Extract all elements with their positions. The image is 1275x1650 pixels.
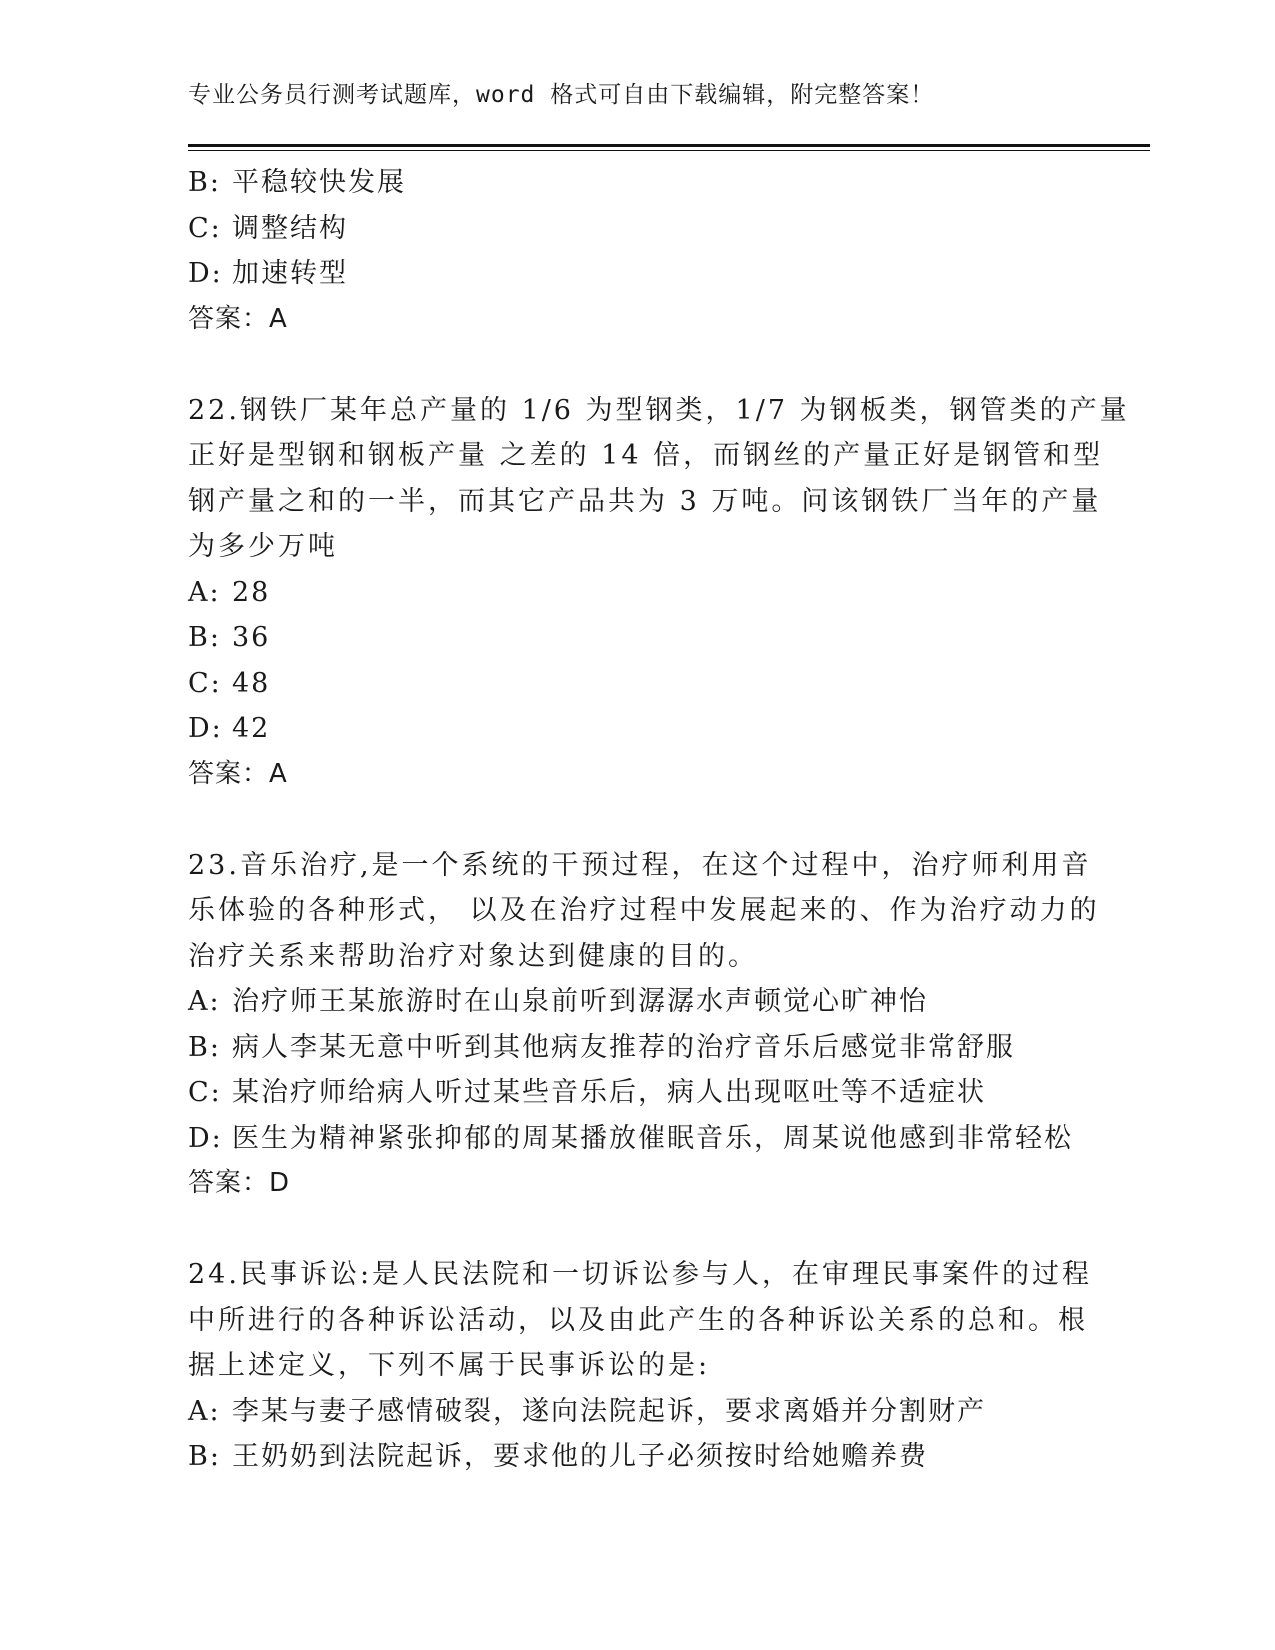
- option-key: A:: [188, 1395, 221, 1427]
- option-text: 调整结构: [232, 212, 348, 244]
- stem-line: 24.民事诉讼:是人民法院和一切诉讼参与人，在审理民事案件的过程: [188, 1259, 1093, 1290]
- option-c: [188, 206, 1088, 252]
- option-key: A:: [188, 576, 221, 608]
- option-c: [188, 661, 1088, 707]
- question-stem: [188, 388, 1130, 570]
- option-key: C:: [188, 1077, 222, 1108]
- stem-line: 23.音乐治疗,是一个系统的干预过程，在这个过程中，治疗师利用音: [188, 849, 1092, 881]
- question-stem: [188, 1252, 1093, 1389]
- answer-line: 答案：A: [188, 758, 288, 789]
- option-key: D:: [188, 1122, 223, 1154]
- option-b: [188, 160, 1088, 206]
- stem-line: 据上述定义，下列不属于民事诉讼的是:: [188, 1350, 711, 1381]
- document-body: [188, 160, 1130, 1480]
- answer-line: 答案：D: [188, 1168, 291, 1198]
- stem-line: 中所进行的各种诉讼活动，以及由此产生的各种诉讼关系的总和。根: [188, 1304, 1088, 1336]
- option-a: [188, 570, 1088, 616]
- option-b: [188, 615, 1088, 661]
- option-b: [188, 1434, 1088, 1480]
- option-a: [188, 1389, 1088, 1435]
- option-text: 平稳较快发展: [232, 167, 406, 198]
- answer-line: 答案：A: [188, 303, 288, 334]
- header-rule-thin: [188, 150, 1150, 151]
- option-a: [188, 979, 1088, 1025]
- option-key: D:: [188, 258, 223, 289]
- option-text: 42: [232, 713, 271, 744]
- option-text: 李某与妻子感情破裂，遂向法院起诉，要求离婚并分割财产: [232, 1395, 986, 1427]
- spacer: [188, 342, 1088, 388]
- question-block: [188, 388, 1130, 798]
- stem-line: 治疗关系来帮助治疗对象达到健康的目的。: [188, 940, 758, 972]
- stem-line: 为多少万吨: [188, 531, 338, 562]
- option-b: [188, 1025, 1088, 1071]
- option-d: [188, 251, 1088, 297]
- option-c: [188, 1070, 1088, 1116]
- page-header: 专业公务员行测考试题库，word 格式可自由下载编辑，附完整答案！: [188, 82, 935, 108]
- option-text: 医生为精神紧张抑郁的周某播放催眠音乐，周某说他感到非常轻松: [232, 1122, 1073, 1154]
- question-block: [188, 160, 1088, 342]
- option-text: 王奶奶到法院起诉，要求他的儿子必须按时给她赡养费: [232, 1441, 928, 1472]
- option-text: 28: [232, 576, 271, 608]
- question-block: [188, 843, 1100, 1207]
- question-block: [188, 1252, 1093, 1480]
- option-key: B:: [188, 167, 221, 198]
- option-text: 加速转型: [232, 258, 348, 289]
- option-text: 36: [232, 622, 271, 653]
- spacer: [188, 797, 1088, 843]
- question-stem: [188, 843, 1100, 980]
- stem-line: 22.钢铁厂某年总产量的 1/6 为型钢类，1/7 为钢板类，钢管类的产量: [188, 394, 1130, 426]
- option-text: 48: [232, 667, 271, 699]
- option-key: B:: [188, 1441, 221, 1472]
- header-rule-thick: [188, 144, 1150, 147]
- option-key: D:: [188, 713, 223, 744]
- option-text: 某治疗师给病人听过某些音乐后，病人出现呕吐等不适症状: [232, 1077, 986, 1108]
- option-key: C:: [188, 667, 222, 699]
- option-key: C:: [188, 212, 222, 244]
- option-key: B:: [188, 622, 221, 653]
- stem-line: 正好是型钢和钢板产量 之差的 14 倍，而钢丝的产量正好是钢管和型: [188, 440, 1104, 471]
- option-d: [188, 1116, 1088, 1162]
- stem-line: 钢产量之和的一半，而其它产品共为 3 万吨。问该钢铁厂当年的产量: [188, 485, 1102, 517]
- option-text: 治疗师王某旅游时在山泉前听到潺潺水声顿觉心旷神怡: [232, 986, 928, 1017]
- option-key: A:: [188, 986, 221, 1017]
- spacer: [188, 1207, 1088, 1253]
- option-key: B:: [188, 1031, 221, 1063]
- stem-line: 乐体验的各种形式， 以及在治疗过程中发展起来的、作为治疗动力的: [188, 895, 1100, 926]
- option-d: [188, 706, 1088, 752]
- option-text: 病人李某无意中听到其他病友推荐的治疗音乐后感觉非常舒服: [232, 1031, 1015, 1063]
